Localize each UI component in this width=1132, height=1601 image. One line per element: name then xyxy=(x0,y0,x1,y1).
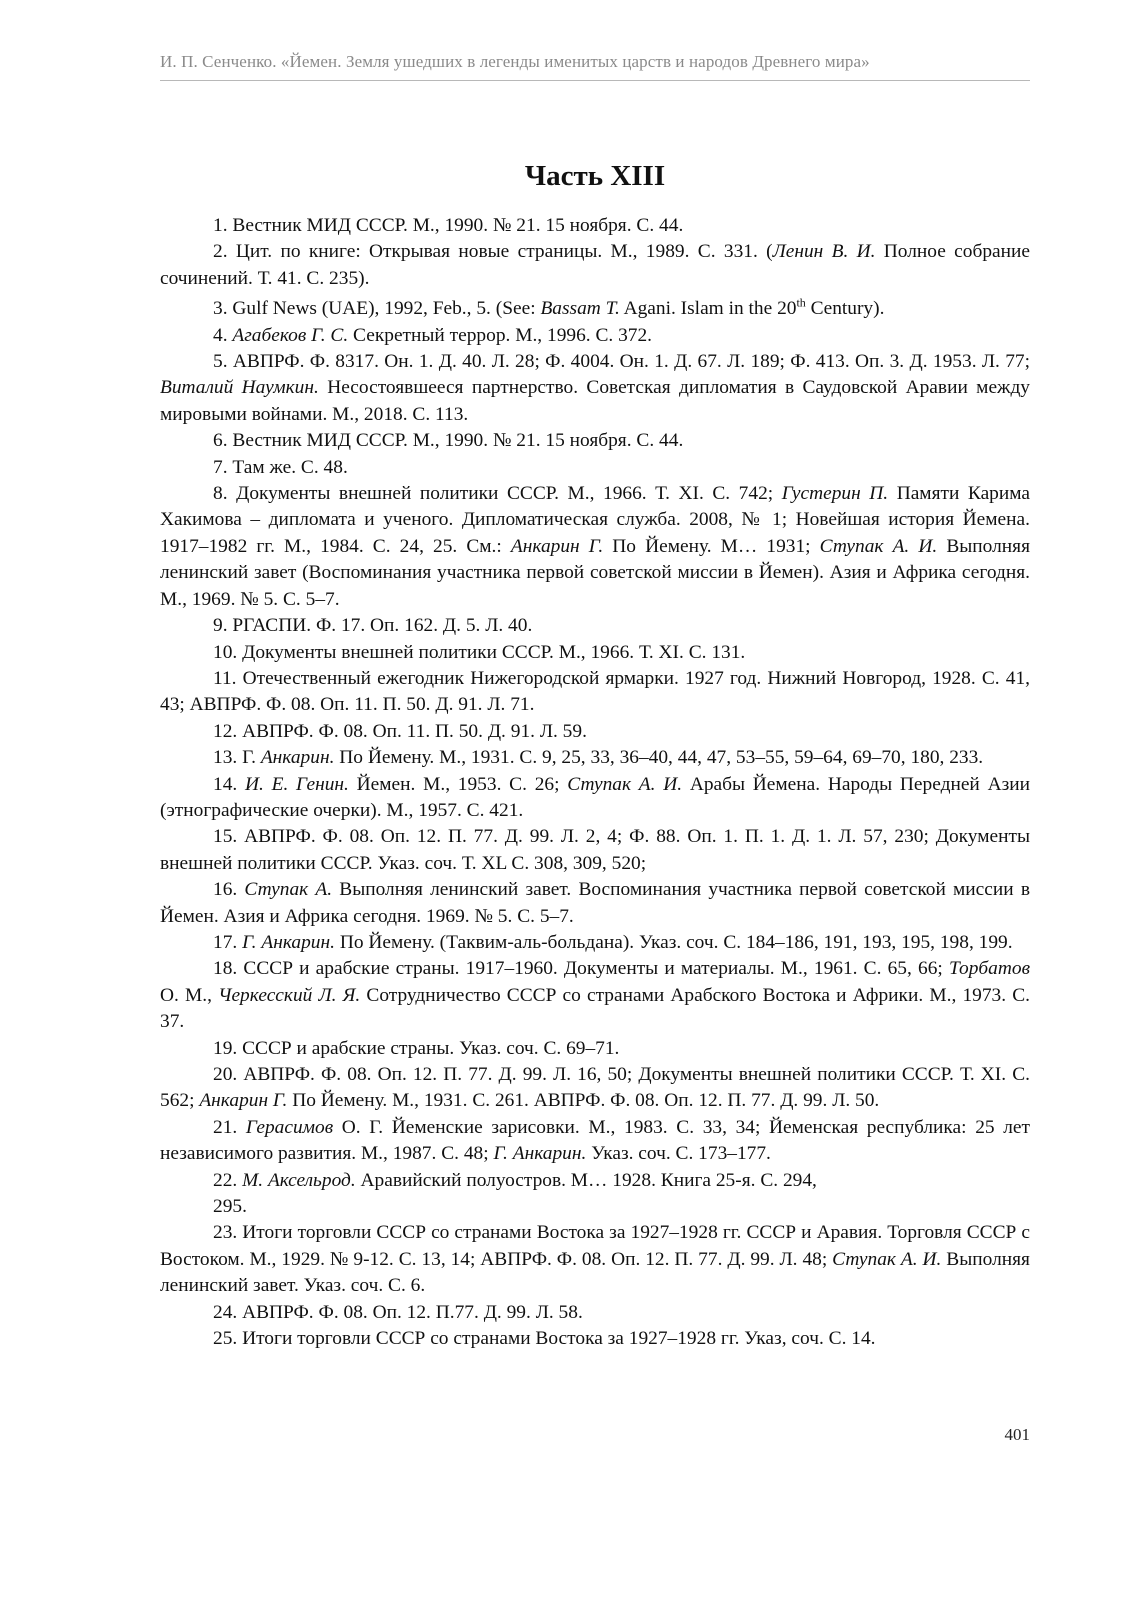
author-name-italic: Герасимов xyxy=(245,1116,334,1138)
author-name-italic: Черкесский Л. Я. xyxy=(218,984,361,1006)
endnote-text: О. Г. Йеменские зарисовки. М., 1983. С. 33, 34; Йеменская республика: 25 лет независимого развития. М., 1987. С. 48; xyxy=(160,1116,1030,1165)
endnote-text: 3. Gulf News (UAE), 1992, Feb., 5. (See: xyxy=(213,298,541,320)
chapter-title: Часть XIII xyxy=(524,160,666,192)
endnote-text: Сотрудничество СССР со странами Арабского Востока и Африки. М., 1973. С. 37. xyxy=(160,984,1030,1033)
endnote-text: 13. Г. xyxy=(213,747,261,769)
endnote-text: 22. xyxy=(213,1169,243,1191)
author-name-italic: Виталий Наумкин. xyxy=(160,377,319,399)
endnote-text: Указ. соч. С. 173–177. xyxy=(586,1143,771,1165)
endnote xyxy=(160,877,1030,930)
endnote-text: Несостоявшееся партнерство. Советская дипломатия в Саудовской Аравии между мировыми войнами. М., 2018. С. 113. xyxy=(160,377,1031,425)
endnote xyxy=(160,213,1030,239)
author-name-italic: Ступак А. И. xyxy=(819,535,938,557)
endnote-text: 11. Отечественный ежегодник Нижегородской ярмарки. 1927 год. Нижний Новгород, 1928. С. 41, 43; АВПРФ. Ф. 08. Оп. 11. П. 50. Д. 91. Л. 71. xyxy=(160,667,1030,716)
author-name-italic: Торбатов xyxy=(948,958,1030,980)
author-name-italic: Ступак А. И. xyxy=(832,1248,942,1270)
author-name-italic: Ленин В. И. xyxy=(772,241,876,263)
author-name-italic: И. Е. Генин. xyxy=(245,773,349,795)
author-name-italic: М. Аксельрод. xyxy=(242,1169,356,1191)
endnote xyxy=(160,824,1030,877)
endnote-text: Аравийский полуостров. М… 1928. Книга 25-я. С. 294, xyxy=(355,1169,817,1191)
endnote xyxy=(160,455,1030,481)
endnote xyxy=(160,930,1030,956)
endnote-text: Арабы Йемена. Народы Передней Азии (этнографические очерки). М., 1957. С. 421. xyxy=(160,773,1030,821)
endnote-text: 24. АВПРФ. Ф. 08. Оп. 12. П.77. Д. 99. Л. 58. xyxy=(213,1301,583,1323)
endnote-text: Agani. Islam in the 20 xyxy=(619,298,797,320)
endnote xyxy=(160,323,1030,349)
endnote xyxy=(160,1300,1030,1326)
endnote-text: 8. Документы внешней политики СССР. М., 1966. Т. XI. С. 742; xyxy=(213,483,782,505)
endnote xyxy=(160,666,1030,719)
page-number: 401 xyxy=(1004,1425,1030,1444)
endnote-text: 12. АВПРФ. Ф. 08. Оп. 11. П. 50. Д. 91. Л. 59. xyxy=(213,720,587,742)
endnote-text: 10. Документы внешней политики СССР. М., 1966. Т. XI. С. 131. xyxy=(213,641,746,663)
endnote-text: По Йемену. (Таквим-аль-больдана). Указ. соч. С. 184–186, 191, 193, 195, 198, 199. xyxy=(334,931,1013,953)
endnote xyxy=(160,745,1030,771)
endnote-text: О. М., xyxy=(160,984,219,1006)
endnote-text: 2. Цит. по книге: Открывая новые страницы. М., 1989. С. 331. ( xyxy=(213,241,773,263)
endnote-text: 20. АВПРФ. Ф. 08. Оп. 12. П. 77. Д. 99. Л. 16, 50; Документы внешней политики СССР. Т. XI. С. 562; xyxy=(160,1064,1030,1112)
endnote-text: 295. xyxy=(213,1196,247,1218)
endnote xyxy=(160,613,1030,639)
endnote-text: Выполняя ленинский завет (Воспоминания участника первой советской миссии в Йемен). Азия и Африка сегодня. М., 1969. № 5. С. 5–7. xyxy=(160,535,1030,610)
endnote-text: 7. Там же. С. 48. xyxy=(213,456,348,478)
endnote xyxy=(160,1062,1030,1115)
endnote xyxy=(160,1115,1030,1168)
author-name-italic: Г. Анкарин. xyxy=(493,1143,587,1165)
endnote-text: 1. Вестник МИД СССР. М., 1990. № 21. 15 ноября. С. 44. xyxy=(213,215,684,236)
endnote-text: 19. СССР и арабские страны. Указ. соч. С. 69–71. xyxy=(213,1037,620,1059)
endnote-text: 14. xyxy=(213,773,245,795)
endnote xyxy=(160,349,1030,428)
endnote xyxy=(160,640,1030,666)
endnote xyxy=(160,1194,1030,1220)
endnote xyxy=(160,772,1030,825)
endnote-text: 23. Итоги торговли СССР со странами Востока за 1927–1928 гг. СССР и Аравия. Торговля СССР с Востоком. М., 1929. № 9-12. С. 13, 14; АВПРФ. Ф. 08. Оп. 12. П. 77. Д. 99. Л. 48; xyxy=(160,1222,1030,1270)
endnote-text: Выполняя ленинский завет. Указ. соч. С. 6. xyxy=(160,1248,1030,1297)
author-name-italic: Анкарин. xyxy=(260,747,335,769)
endnote-text: Йемен. М., 1953. С. 26; xyxy=(348,773,568,795)
endnote xyxy=(160,428,1030,454)
endnote xyxy=(160,719,1030,745)
endnote xyxy=(160,1220,1030,1299)
author-name-italic: Bassam T. xyxy=(540,298,620,320)
running-header: И. П. Сенченко. «Йемен. Земля ушедших в легенды именитых царств и народов Древнего мира» xyxy=(160,52,1030,81)
author-name-italic: Г. Анкарин. xyxy=(242,931,335,953)
endnote-text: Полное собрание сочинений. Т. 41. С. 235). xyxy=(160,241,1030,289)
endnote-text: По Йемену. М… 1931; xyxy=(603,535,820,557)
endnote xyxy=(160,1036,1030,1062)
author-name-italic: Ступак А. xyxy=(244,879,333,901)
author-name-italic: Агабеков Г. С. xyxy=(232,324,349,346)
endnote-text: По Йемену. М., 1931. С. 9, 25, 33, 36–40, 44, 47, 53–55, 59–64, 69–70, 180, 233. xyxy=(334,747,984,769)
endnote-text: 9. РГАСПИ. Ф. 17. Оп. 162. Д. 5. Л. 40. xyxy=(213,615,533,637)
endnote-text: Century). xyxy=(805,298,885,320)
endnote-text: 16. xyxy=(213,879,245,901)
endnote-text: 17. xyxy=(213,931,243,953)
endnote-text: По Йемену. М., 1931. С. 261. АВПРФ. Ф. 08. Оп. 12. П. 77. Д. 99. Л. 50. xyxy=(287,1090,880,1112)
endnote-text: 25. Итоги торговли СССР со странами Востока за 1927–1928 гг. Указ, соч. С. 14. xyxy=(213,1328,876,1350)
author-name-italic: Анкарин Г. xyxy=(510,535,604,557)
endnote-text: Памяти Карима Хакимова – дипломата и ученого. Дипломатическая служба. 2008, № 1; Новейшая история Йемена. 1917–1982 гг. М., 1984. С. 24, 25. См.: xyxy=(160,483,1030,557)
endnote xyxy=(160,239,1030,292)
endnotes-list xyxy=(160,213,1030,1352)
author-name-italic: Ступак А. И. xyxy=(567,773,683,795)
endnote xyxy=(160,1168,1030,1194)
endnote xyxy=(160,956,1030,1035)
author-name-italic: Густерин П. xyxy=(781,483,889,505)
endnote xyxy=(160,481,1030,613)
endnote-text: 4. xyxy=(213,324,233,346)
endnote-text: Секретный террор. М., 1996. С. 372. xyxy=(348,324,653,346)
endnote xyxy=(160,296,1030,322)
endnote-text: 21. xyxy=(213,1116,246,1138)
author-name-italic: Анкарин Г. xyxy=(199,1090,288,1112)
endnote xyxy=(160,1326,1030,1352)
endnote-text: 6. Вестник МИД СССР. М., 1990. № 21. 15 ноября. С. 44. xyxy=(213,430,684,452)
superscript-text: th xyxy=(796,295,806,310)
endnote-text: 18. СССР и арабские страны. 1917–1960. Документы и материалы. М., 1961. С. 65, 66; xyxy=(213,958,949,980)
endnote-text: 15. АВПРФ. Ф. 08. Оп. 12. П. 77. Д. 99. Л. 2, 4; Ф. 88. Оп. 1. П. 1. Д. 1. Л. 57, 230; Документы внешней политики СССР. Указ. соч. Т. XL С. 308, 309, 520; xyxy=(160,826,1030,874)
endnote-text: Выполняя ленинский завет. Воспоминания участника первой советской миссии в Йемен. Азия и Африка сегодня. 1969. № 5. С. 5–7. xyxy=(160,879,1030,927)
endnote-text: 5. АВПРФ. Ф. 8317. Он. 1. Д. 40. Л. 28; Ф. 4004. Он. 1. Д. 67. Л. 189; Ф. 413. Оп. 3. Д. 1953. Л. 77; xyxy=(213,351,1030,373)
